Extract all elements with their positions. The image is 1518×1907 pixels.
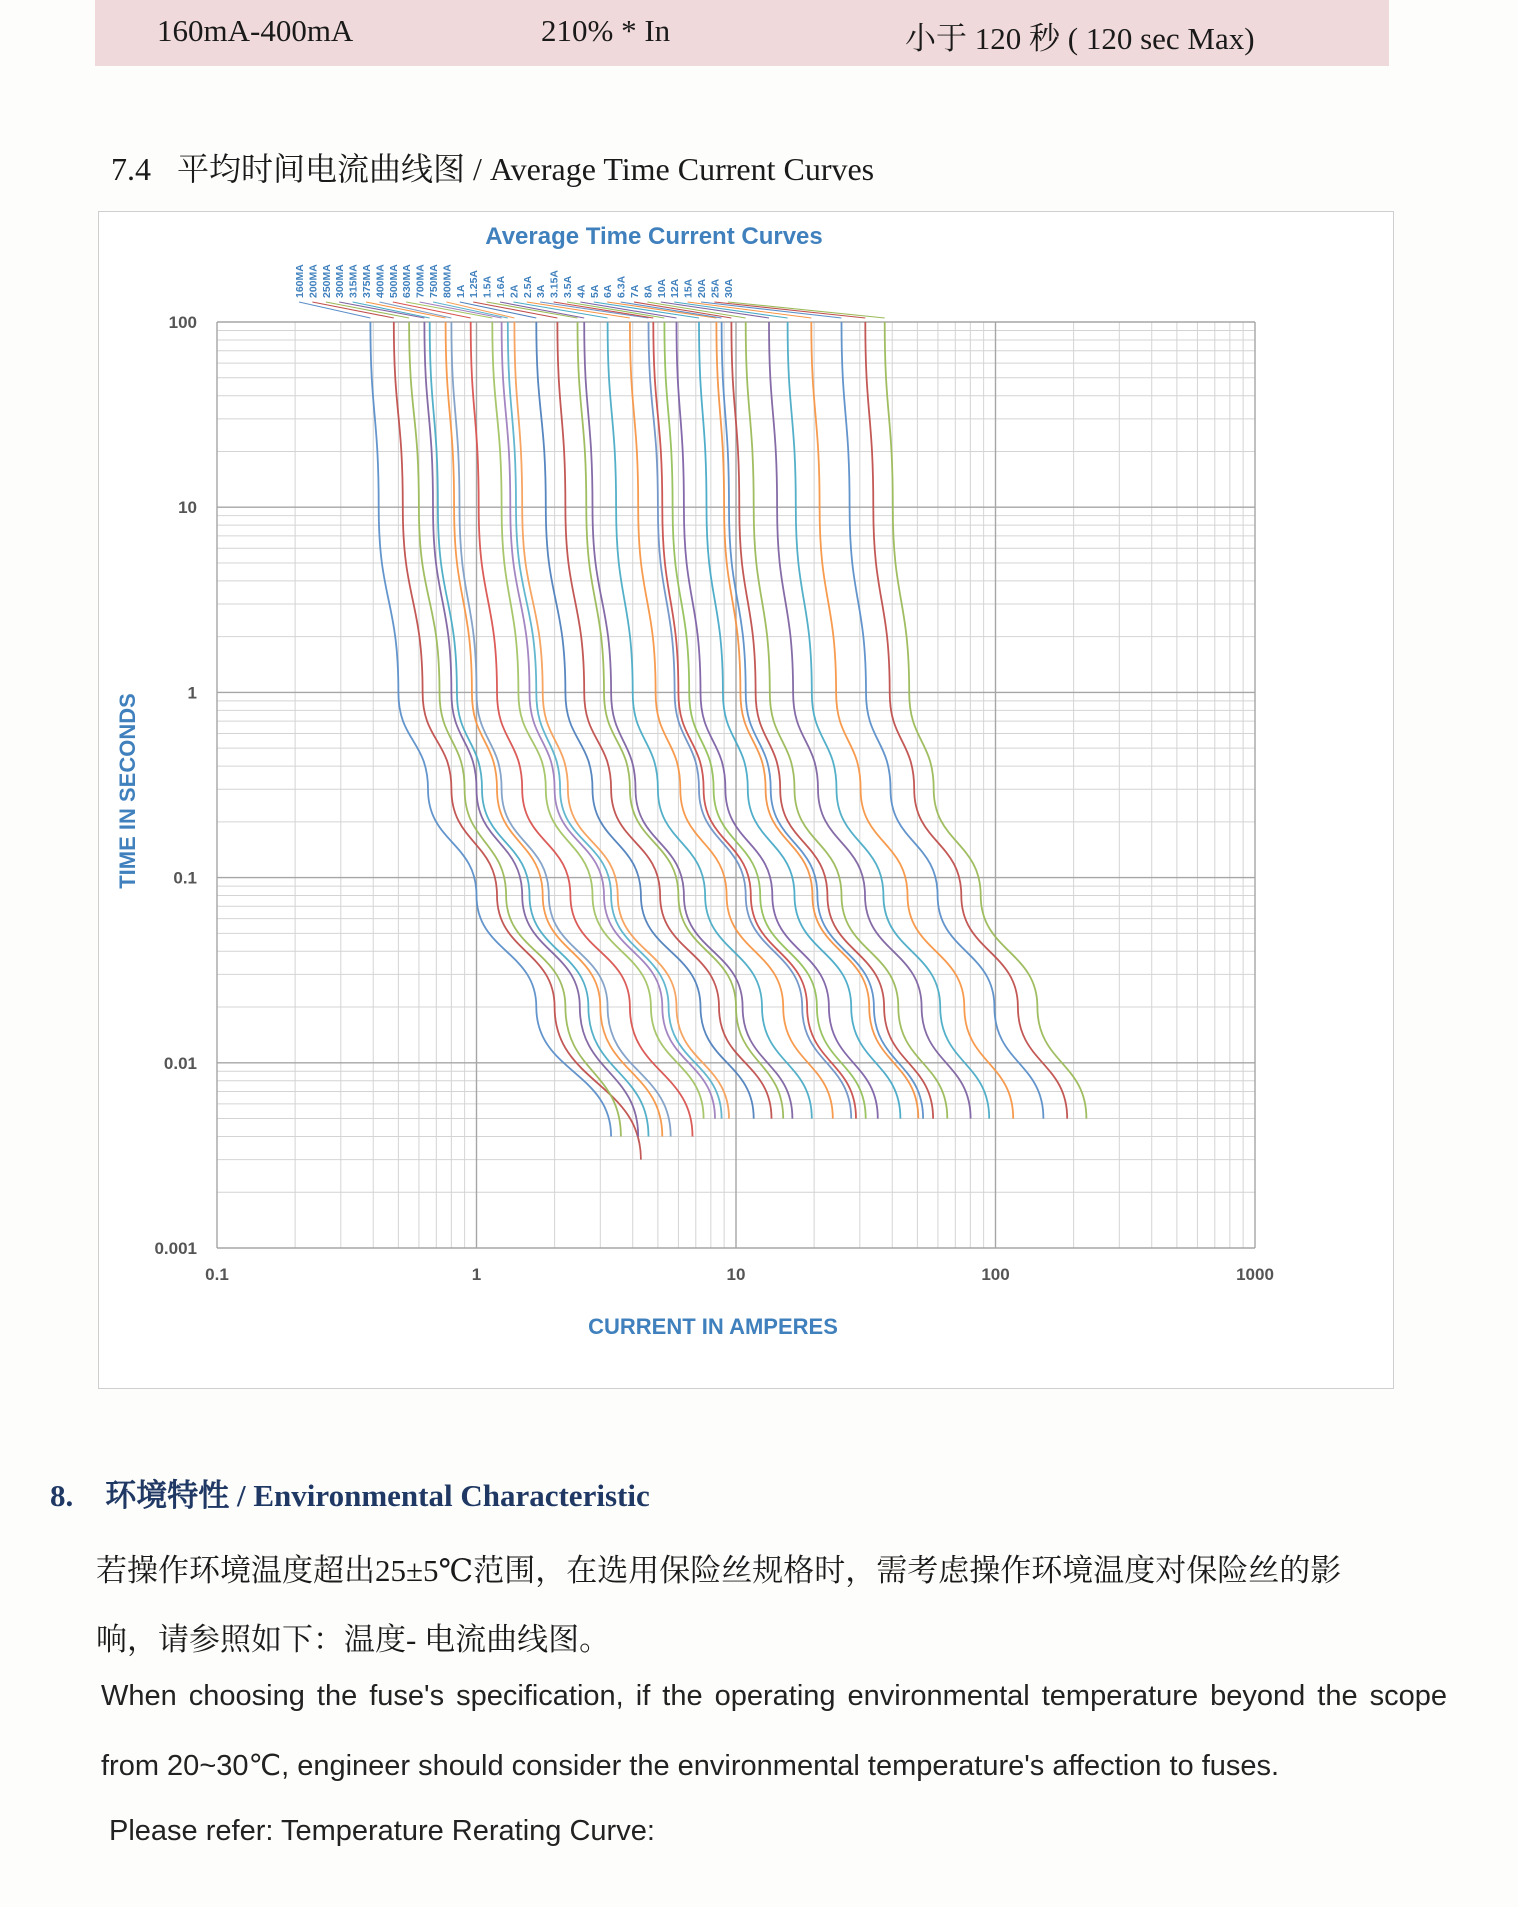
- legend-label-1-25a: 1.25A: [468, 269, 481, 298]
- legend-label-6a: 6A: [602, 284, 615, 298]
- chart-major-grid: [217, 322, 1255, 1248]
- legend-label-300ma: 300MA: [334, 264, 347, 298]
- curve-500ma: [471, 322, 693, 1137]
- x-tick-label: 0.1: [205, 1265, 229, 1284]
- curve-800ma: [514, 322, 729, 1119]
- legend-label-3-5a: 3.5A: [562, 275, 574, 298]
- chart-x-axis-label: CURRENT IN AMPERES: [588, 1314, 838, 1339]
- legend-label-400ma: 400MA: [374, 264, 387, 298]
- legend-label-2a: 2A: [508, 284, 521, 298]
- y-tick-label: 0.1: [173, 868, 197, 888]
- curve-300ma: [424, 322, 638, 1137]
- x-tick-label: 10: [726, 1265, 746, 1284]
- curve-400ma: [451, 322, 670, 1137]
- legend-label-160ma: 160MA: [294, 264, 306, 298]
- chart-legend-leaders: [299, 302, 885, 318]
- legend-label-20a: 20A: [696, 278, 708, 298]
- section-7-4-heading: [111, 144, 874, 190]
- y-tick-label: 1: [187, 683, 197, 703]
- x-tick-label: 100: [981, 1265, 1010, 1284]
- legend-label-750ma: 750MA: [428, 264, 440, 298]
- legend-label-1a: 1A: [454, 284, 467, 298]
- curve-1a: [536, 322, 753, 1119]
- legend-label-700ma: 700MA: [414, 264, 427, 298]
- legend-label-6-3a: 6.3A: [615, 275, 628, 298]
- time-current-chart: [98, 211, 1394, 1389]
- x-tick-label: 1: [471, 1265, 482, 1284]
- curve-3-5a: [664, 322, 865, 1119]
- section-7-4-title: 平均时间电流曲线图 / Average Time Current Curves: [177, 151, 875, 187]
- chart-title: Average Time Current Curves: [485, 223, 823, 250]
- legend-label-8a: 8A: [642, 284, 655, 298]
- blow-time-cell: 小于 120 秒 ( 120 sec Max): [905, 21, 1255, 56]
- legend-label-1-5a: 1.5A: [481, 275, 494, 298]
- rated-current-range-cell: 160mA-400mA: [157, 13, 354, 48]
- legend-label-630ma: 630MA: [401, 264, 414, 298]
- en-paragraph-line-1: When choosing the fuse's specification, if the operating environmental temperature beyond the scope: [101, 1680, 1447, 1712]
- en-paragraph-line-2: from 20~30℃, engineer should consider the environmental temperature's affection to fuses.: [101, 1750, 1280, 1782]
- legend-label-375ma: 375MA: [361, 264, 373, 298]
- section-8-heading: [50, 1470, 650, 1515]
- legend-label-250ma: 250MA: [320, 264, 333, 298]
- curve-160ma: [370, 322, 611, 1137]
- legend-label-10a: 10A: [655, 278, 668, 298]
- legend-label-3a: 3A: [535, 284, 548, 298]
- curve-630ma: [492, 322, 703, 1119]
- percent-current-cell: 210% * In: [541, 13, 671, 48]
- legend-label-7a: 7A: [629, 284, 641, 298]
- curve-315ma: [430, 322, 649, 1137]
- y-tick-label: 0.01: [163, 1053, 197, 1073]
- legend-leader-line: [299, 302, 370, 318]
- legend-label-15a: 15A: [682, 278, 695, 298]
- zh-paragraph-line-2: 响，请参照如下：温度- 电流曲线图。: [96, 1622, 611, 1657]
- y-tick-label: 10: [178, 498, 197, 518]
- chart-y-axis-label: TIME IN SECONDS: [115, 693, 140, 889]
- legend-leader-line: [326, 302, 409, 318]
- legend-label-25a: 25A: [709, 278, 722, 298]
- legend-label-1-6a: 1.6A: [495, 275, 507, 298]
- legend-label-500ma: 500MA: [387, 264, 400, 298]
- legend-label-200ma: 200MA: [307, 264, 320, 298]
- legend-label-30a: 30A: [722, 278, 735, 298]
- chart-legend-labels: [294, 264, 735, 298]
- y-tick-label: 100: [168, 313, 197, 332]
- x-tick-label: 1000: [1236, 1265, 1274, 1284]
- legend-label-800ma: 800MA: [441, 264, 454, 298]
- curve-3-15a: [653, 322, 856, 1119]
- section-7-4-number: 7.4: [111, 151, 151, 187]
- y-tick-label: 0.001: [154, 1239, 197, 1258]
- legend-label-2-5a: 2.5A: [521, 275, 534, 298]
- fuse-spec-table-row: [95, 0, 1389, 66]
- chart-curves: [370, 322, 1086, 1160]
- curve-2a: [608, 322, 812, 1119]
- curve-30a: [885, 322, 1087, 1119]
- legend-label-4a: 4A: [575, 284, 588, 298]
- legend-label-315ma: 315MA: [347, 264, 360, 298]
- section-8-title: 环境特性 / Environmental Characteristic: [105, 1478, 650, 1513]
- legend-label-5a: 5A: [588, 284, 601, 298]
- legend-label-12a: 12A: [669, 278, 682, 298]
- zh-paragraph-line-1: 若操作环境温度超出25±5℃范围，在选用保险丝规格时，需考虑操作环境温度对保险丝的影: [96, 1553, 1342, 1588]
- en-paragraph-line-3: Please refer: Temperature Rerating Curve:: [109, 1815, 655, 1847]
- section-8-number: 8.: [50, 1478, 74, 1513]
- time-current-chart-svg: [99, 212, 1393, 1388]
- legend-label-3-15a: 3.15A: [548, 269, 561, 298]
